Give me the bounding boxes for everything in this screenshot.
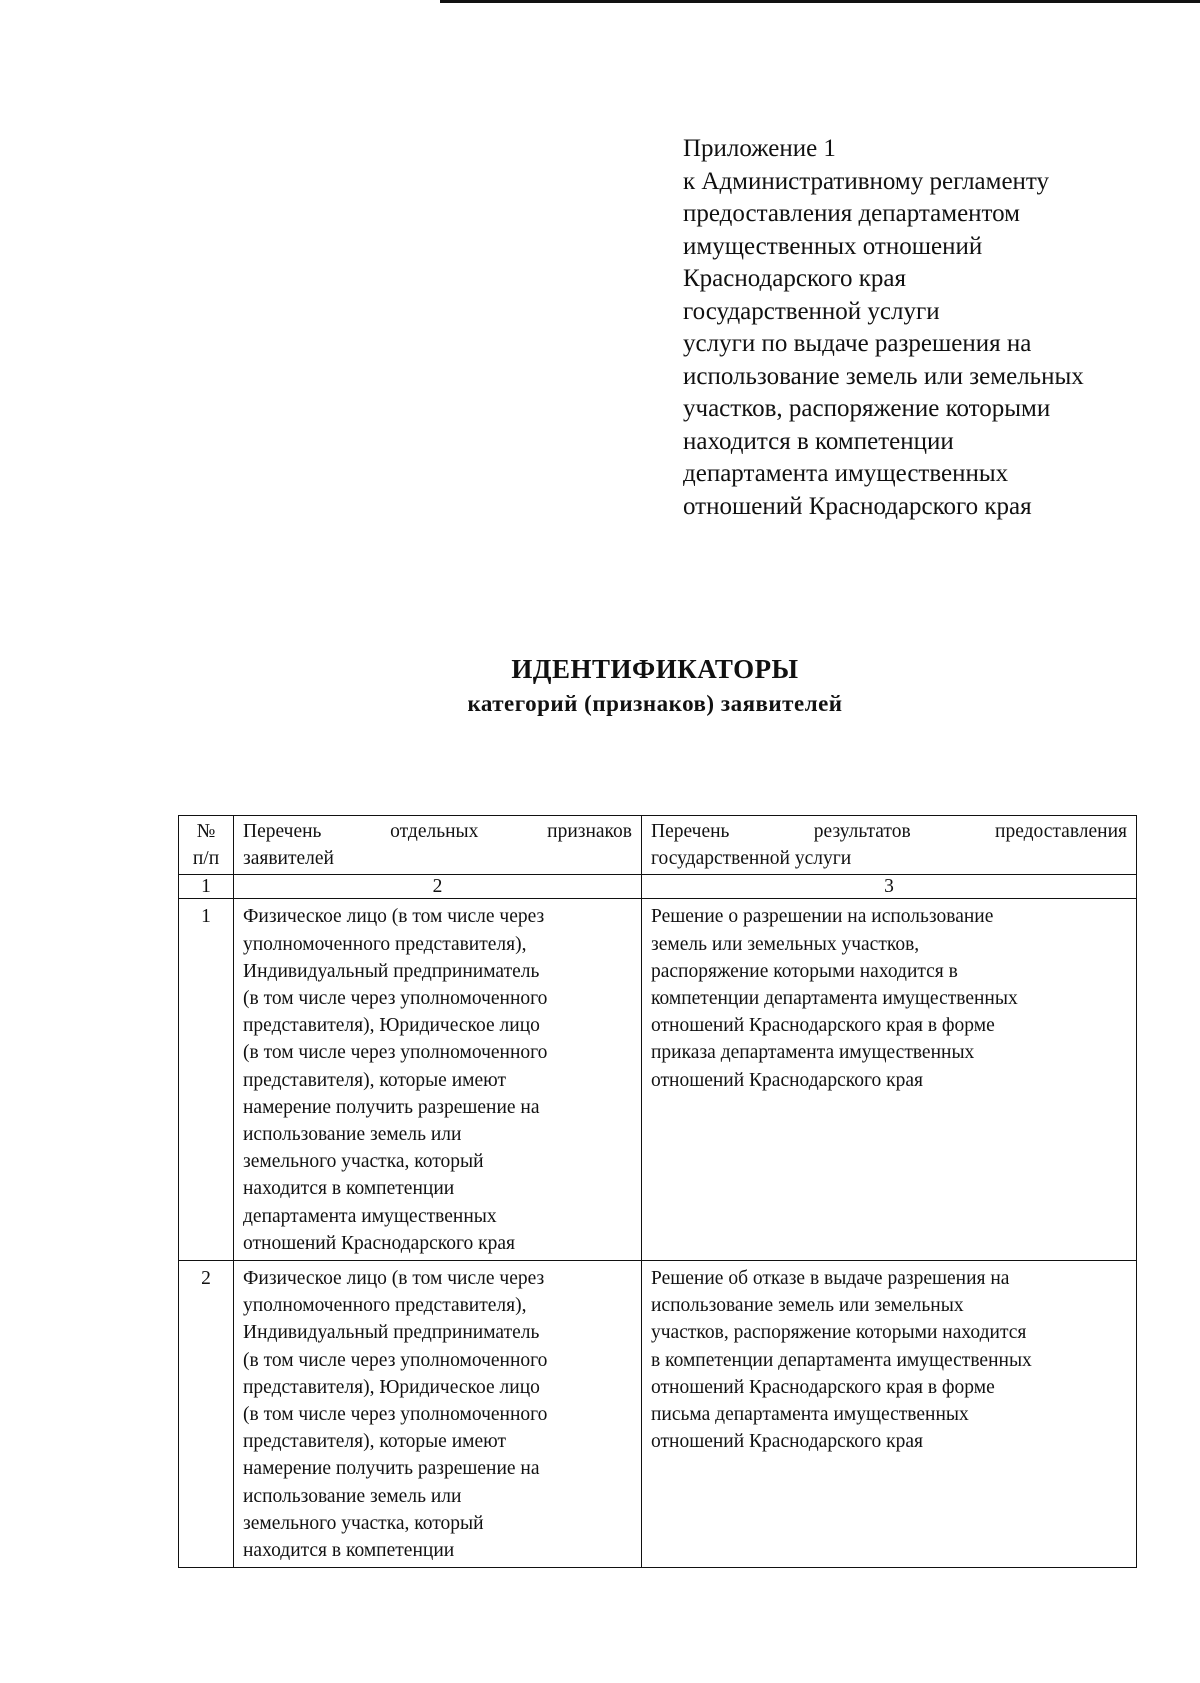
appendix-line: находится в компетенции bbox=[683, 427, 954, 455]
criteria-line: намерение получить разрешение на bbox=[243, 1096, 540, 1118]
result-line: отношений Краснодарского края bbox=[651, 1069, 923, 1091]
result-line: Решение об отказе в выдаче разрешения на bbox=[651, 1268, 1010, 1290]
result-line: в компетенции департамента имущественных bbox=[651, 1349, 1032, 1371]
criteria-line: уполномоченного представителя), bbox=[243, 1295, 527, 1317]
criteria-line: уполномоченного представителя), bbox=[243, 933, 527, 955]
criteria-line: находится в компетенции bbox=[243, 1540, 455, 1562]
header-text: заявителей bbox=[243, 848, 334, 870]
appendix-line: государственной услуги bbox=[683, 297, 940, 325]
header-text: государственной услуги bbox=[651, 848, 852, 870]
criteria-line: (в том числе через уполномоченного bbox=[243, 1042, 548, 1064]
result-line: Решение о разрешении на использование bbox=[651, 906, 994, 928]
criteria-line: земельного участка, который bbox=[243, 1151, 484, 1173]
row-number: 1 bbox=[179, 899, 234, 1261]
criteria-line: департамента имущественных bbox=[243, 1205, 497, 1227]
criteria-line: Физическое лицо (в том числе через bbox=[243, 1268, 545, 1290]
criteria-line: земельного участка, который bbox=[243, 1512, 484, 1534]
row-number: 2 bbox=[179, 1261, 234, 1568]
identifiers-table bbox=[178, 815, 1137, 1568]
criteria-line: намерение получить разрешение на bbox=[243, 1458, 540, 1480]
result-line: земель или земельных участков, bbox=[651, 933, 920, 955]
appendix-line: использование земель или земельных bbox=[683, 362, 1084, 390]
criteria-line: представителя), Юридическое лицо bbox=[243, 1376, 540, 1398]
criteria-line: находится в компетенции bbox=[243, 1178, 455, 1200]
appendix-line: к Административному регламенту bbox=[683, 167, 1050, 195]
criteria-line: (в том числе через уполномоченного bbox=[243, 988, 548, 1010]
appendix-line: имущественных отношений bbox=[683, 232, 983, 260]
appendix-line: Краснодарского края bbox=[683, 265, 906, 292]
top-border-rule bbox=[440, 0, 1200, 3]
header-text: Перечень отдельных признаков bbox=[243, 821, 632, 842]
header-text: Перечень результатов предоставления bbox=[651, 821, 1127, 842]
header-text: № bbox=[196, 821, 216, 842]
result-line: участков, распоряжение которыми находится bbox=[651, 1322, 1027, 1344]
appendix-line: Приложение 1 bbox=[683, 135, 836, 162]
appendix-line: услуги по выдаче разрешения на bbox=[683, 330, 1032, 357]
header-col-number bbox=[179, 816, 234, 875]
criteria-line: представителя), которые имеют bbox=[243, 1069, 506, 1091]
result-line: отношений Краснодарского края в форме bbox=[651, 1015, 995, 1037]
result-line: использование земель или земельных bbox=[651, 1295, 964, 1317]
criteria-line: представителя), Юридическое лицо bbox=[243, 1015, 540, 1037]
column-number: 1 bbox=[179, 875, 234, 899]
document-title bbox=[0, 650, 1200, 720]
criteria-line: (в том числе через уполномоченного bbox=[243, 1404, 548, 1426]
result-line: письма департамента имущественных bbox=[651, 1404, 969, 1426]
criteria-line: представителя), которые имеют bbox=[243, 1431, 506, 1453]
criteria-line: Индивидуальный предприниматель bbox=[243, 960, 540, 982]
result-line: отношений Краснодарского края в форме bbox=[651, 1376, 995, 1398]
row-result bbox=[642, 899, 1137, 1261]
criteria-line: использование земель или bbox=[243, 1124, 462, 1146]
appendix-line: отношений Краснодарского края bbox=[683, 492, 1032, 520]
result-line: компетенции департамента имущественных bbox=[651, 988, 1018, 1010]
appendix-line: предоставления департаментом bbox=[683, 200, 1020, 227]
column-number: 2 bbox=[234, 875, 642, 899]
criteria-line: отношений Краснодарского края bbox=[243, 1232, 515, 1254]
header-col-results bbox=[642, 816, 1137, 875]
title-main: ИДЕНТИФИКАТОРЫ bbox=[511, 654, 799, 684]
result-line: отношений Краснодарского края bbox=[651, 1431, 923, 1453]
criteria-line: Индивидуальный предприниматель bbox=[243, 1322, 540, 1344]
column-number-row bbox=[179, 875, 1137, 899]
appendix-header bbox=[683, 133, 1163, 523]
criteria-line: Физическое лицо (в том числе через bbox=[243, 906, 545, 928]
title-subtitle: категорий (признаков) заявителей bbox=[467, 691, 843, 716]
table-header-row bbox=[179, 816, 1137, 875]
header-text: п/п bbox=[192, 848, 220, 870]
table-row bbox=[179, 1261, 1137, 1568]
row-criteria bbox=[234, 899, 642, 1261]
appendix-line: участков, распоряжение которыми bbox=[683, 395, 1051, 422]
table-row bbox=[179, 899, 1137, 1261]
result-line: приказа департамента имущественных bbox=[651, 1042, 975, 1064]
result-line: распоряжение которыми находится в bbox=[651, 960, 958, 982]
row-criteria bbox=[234, 1261, 642, 1568]
criteria-line: (в том числе через уполномоченного bbox=[243, 1349, 548, 1371]
appendix-line: департамента имущественных bbox=[683, 460, 1009, 487]
criteria-line: использование земель или bbox=[243, 1485, 462, 1507]
column-number: 3 bbox=[642, 875, 1137, 899]
row-result bbox=[642, 1261, 1137, 1568]
header-col-criteria bbox=[234, 816, 642, 875]
